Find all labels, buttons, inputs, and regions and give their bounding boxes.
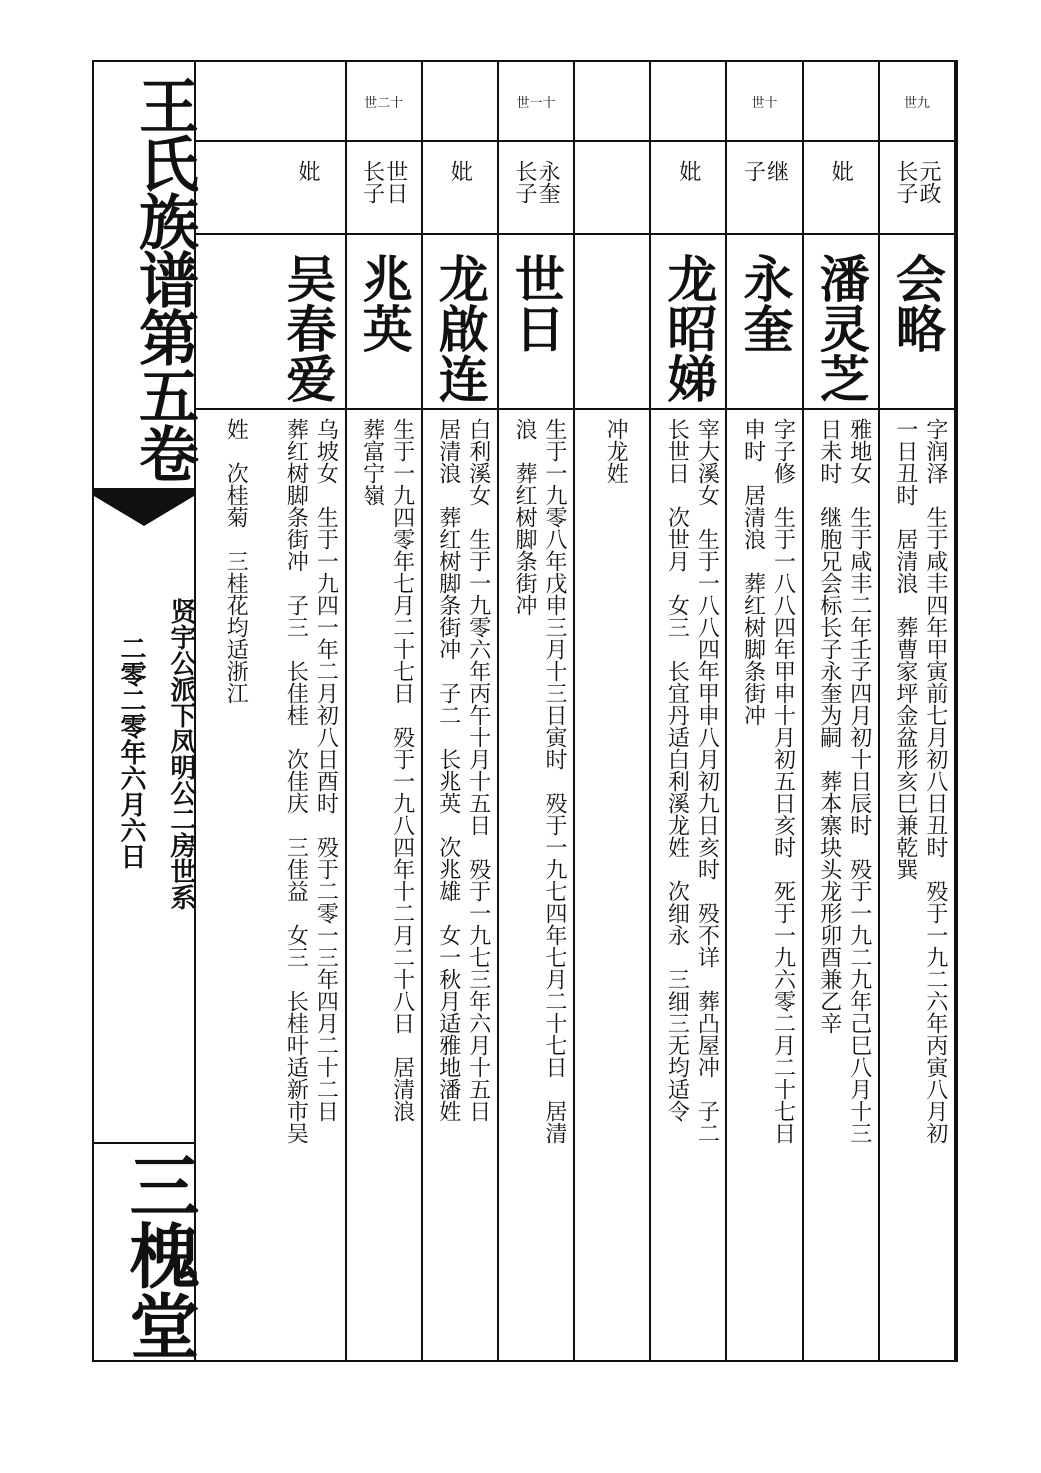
generation-cell xyxy=(270,62,344,142)
relation-text: 妣 xyxy=(294,160,320,182)
spine xyxy=(94,62,201,1360)
biography-line: 生于一九四零年七月二十七日 殁于一九八四年十二月二十八日 居清浪 xyxy=(389,418,415,1122)
record-column xyxy=(804,62,880,1360)
name-cell xyxy=(499,235,573,410)
biography-line: 浪 葬红树脚条街冲 xyxy=(511,418,537,616)
generation-cell xyxy=(651,62,725,142)
relation-cell xyxy=(194,140,270,235)
biography-line: 乌坡女 生于一九四一年二月初八日酉时 殁于二零一三年四月二十二日 xyxy=(313,418,339,1122)
biography-cell xyxy=(194,410,270,1360)
branch-subtitle: 贤宇公派下凤明公二房世系 xyxy=(166,598,196,910)
generation-cell xyxy=(880,62,954,142)
name-cell xyxy=(194,235,270,410)
biography-cell xyxy=(499,410,573,1360)
name-cell xyxy=(423,235,497,410)
relation-text: 长子 xyxy=(359,160,385,204)
generation-cell xyxy=(804,62,878,142)
record-column xyxy=(651,62,727,1360)
biography-line: 雅地女 生于咸丰二年壬子四月初十日辰时 殁于一九二九年己巳八月十三 xyxy=(846,418,872,1144)
record-column xyxy=(575,62,651,1360)
relation-cell xyxy=(804,140,878,235)
generation-cell xyxy=(423,62,497,142)
generation-label: 世二十 xyxy=(364,95,404,111)
biography-cell xyxy=(651,410,725,1360)
relation-cell xyxy=(270,140,344,235)
hall-name: 三槐堂 xyxy=(118,1149,201,1360)
biography-line: 长世日 次世月 女三 长宜丹适白利溪龙姓 次细永 三细三无均适令 xyxy=(664,418,690,1122)
person-name: 会略 xyxy=(887,253,947,353)
generation-cell xyxy=(575,62,649,142)
person-name: 龙啟连 xyxy=(430,253,490,403)
name-cell xyxy=(575,235,649,410)
relation-cell xyxy=(575,140,649,235)
generation-cell xyxy=(194,62,270,142)
spine-divider xyxy=(94,1142,194,1144)
person-name: 吴春爱 xyxy=(278,253,338,403)
name-cell xyxy=(880,235,954,410)
record-column xyxy=(194,62,270,1360)
relation-cell xyxy=(347,140,421,235)
record-column xyxy=(270,62,346,1360)
name-cell xyxy=(347,235,421,410)
person-name: 兆英 xyxy=(354,253,414,353)
generation-cell xyxy=(727,62,801,142)
relation-text: 继 xyxy=(763,160,789,182)
biography-line: 姓 次桂菊 三桂花均适浙江 xyxy=(223,418,249,704)
relation-text: 永奎 xyxy=(535,160,561,204)
relation-cell xyxy=(880,140,954,235)
biography-line: 日未时 继胞兄会标长子永奎为嗣 葬本寨块头龙形卯酉兼乙辛 xyxy=(816,418,842,1034)
biography-line: 申时 居清浪 葬红树脚条街冲 xyxy=(740,418,766,726)
name-cell xyxy=(727,235,801,410)
biography-cell xyxy=(270,410,344,1360)
biography-cell xyxy=(727,410,801,1360)
name-cell xyxy=(804,235,878,410)
record-column xyxy=(423,62,499,1360)
relation-text: 妣 xyxy=(447,160,473,182)
biography-line: 字润泽 生于咸丰四年甲寅前七月初八日丑时 殁于一九二六年丙寅八月初 xyxy=(922,418,948,1144)
record-column xyxy=(727,62,803,1360)
spine-band xyxy=(94,488,194,496)
relation-cell xyxy=(423,140,497,235)
name-cell xyxy=(270,235,344,410)
relation-cell xyxy=(727,140,801,235)
relation-text: 元政 xyxy=(916,160,941,204)
record-column xyxy=(880,62,956,1360)
relation-text: 子 xyxy=(740,160,766,182)
volume-title: 王氏族谱第五卷 xyxy=(129,75,199,481)
compile-date: 二零二零年六月六日 xyxy=(116,635,146,869)
relation-cell xyxy=(651,140,725,235)
generation-label: 世一十 xyxy=(516,95,556,111)
name-cell xyxy=(651,235,725,410)
biography-line: 生于一九零八年戊申三月十三日寅时 殁于一九七四年七月二十七日 居清 xyxy=(541,418,567,1144)
biography-line: 葬富宁嶺 xyxy=(359,418,385,506)
generation-label: 世九 xyxy=(903,95,930,111)
generation-cell xyxy=(347,62,421,142)
generation-label: 世十 xyxy=(751,95,778,111)
record-grid xyxy=(194,62,956,1360)
biography-line: 居清浪 葬红树脚条街冲 子二 长兆英 次兆雄 女一秋月适雅地潘姓 xyxy=(435,418,461,1122)
biography-line: 宰大溪女 生于一八八四年甲申八月初九日亥时 殁不详 葬凸屋冲 子二 xyxy=(694,418,720,1144)
relation-text: 妣 xyxy=(675,160,701,182)
biography-line: 冲龙姓 xyxy=(603,418,629,484)
genealogy-page xyxy=(92,60,958,1362)
biography-line: 一日丑时 居清浪 葬曹家坪金盆形亥巳兼乾巽 xyxy=(892,418,918,880)
record-column xyxy=(499,62,575,1360)
biography-line: 白利溪女 生于一九零六年丙午十月十五日 殁于一九七三年六月十五日 xyxy=(465,418,491,1122)
relation-text: 世日 xyxy=(382,160,408,204)
person-name: 潘灵芝 xyxy=(811,253,871,403)
biography-cell xyxy=(347,410,421,1360)
relation-cell xyxy=(499,140,573,235)
person-name: 永奎 xyxy=(735,253,795,353)
biography-cell xyxy=(423,410,497,1360)
person-name: 龙昭娣 xyxy=(659,253,719,403)
relation-text: 长子 xyxy=(892,160,918,204)
generation-cell xyxy=(499,62,573,142)
relation-text: 妣 xyxy=(828,160,854,182)
biography-line: 字子修 生于一八八四年甲申十月初五日亥时 死于一九六零二月二十七日 xyxy=(770,418,796,1144)
relation-text: 长子 xyxy=(511,160,537,204)
biography-cell xyxy=(880,410,954,1360)
biography-line: 葬红树脚条街冲 子三 长佳桂 次佳庆 三佳益 女三 长桂叶适新市吴 xyxy=(283,418,309,1144)
biography-cell xyxy=(575,410,649,1360)
person-name: 世日 xyxy=(506,253,566,353)
record-column xyxy=(347,62,423,1360)
biography-cell xyxy=(804,410,878,1360)
